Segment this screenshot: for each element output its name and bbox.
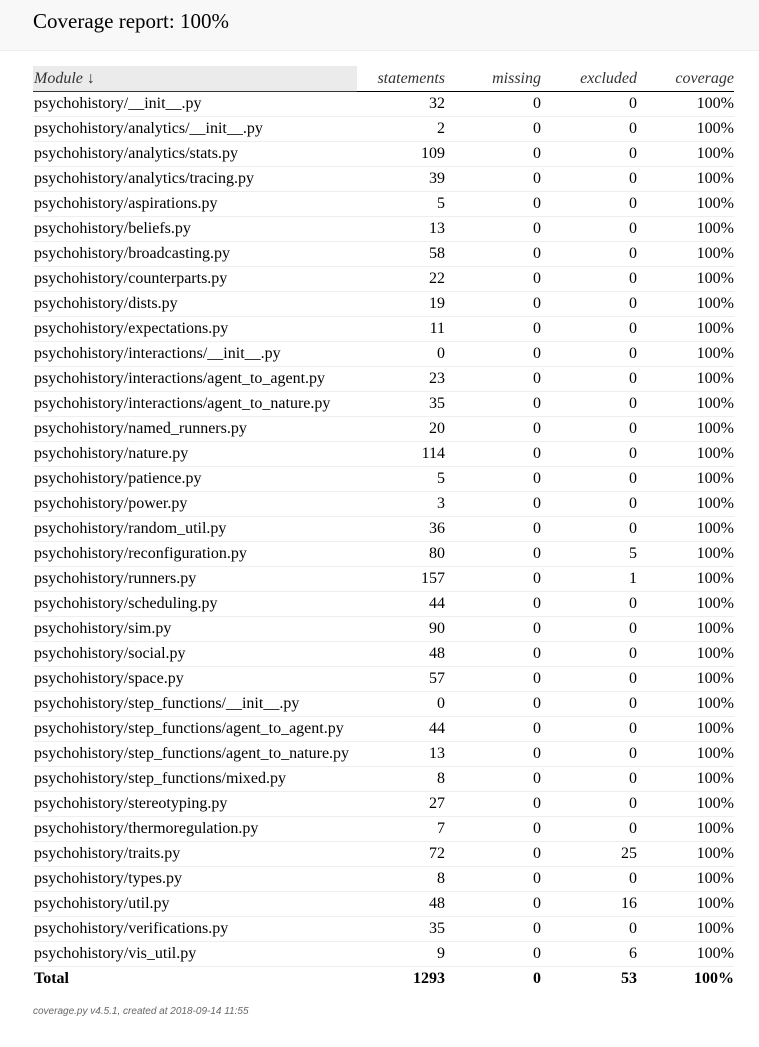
- module-link[interactable]: psychohistory/stereotyping.py: [33, 792, 357, 817]
- total-missing: 0: [533, 970, 541, 987]
- module-link[interactable]: psychohistory/dists.py: [33, 292, 357, 317]
- coverage-index: [33, 66, 734, 991]
- coverage-cell: 100%: [637, 192, 734, 217]
- module-link[interactable]: psychohistory/vis_util.py: [33, 942, 357, 967]
- statements-cell: 20: [357, 417, 445, 442]
- missing-cell: 0: [445, 167, 541, 192]
- module-link[interactable]: psychohistory/types.py: [33, 867, 357, 892]
- statements-cell: 35: [357, 392, 445, 417]
- missing-cell: 0: [445, 317, 541, 342]
- module-link[interactable]: psychohistory/traits.py: [33, 842, 357, 867]
- module-link[interactable]: psychohistory/step_functions/mixed.py: [33, 767, 357, 792]
- coverage-cell: 100%: [637, 292, 734, 317]
- missing-cell: 0: [445, 767, 541, 792]
- table-row: [33, 592, 734, 617]
- module-link[interactable]: psychohistory/random_util.py: [33, 517, 357, 542]
- excluded-cell: 0: [541, 217, 637, 242]
- module-link[interactable]: psychohistory/aspirations.py: [33, 192, 357, 217]
- statements-cell: 22: [357, 267, 445, 292]
- missing-cell: 0: [445, 717, 541, 742]
- coverage-cell: 100%: [637, 842, 734, 867]
- coverage-cell: 100%: [637, 942, 734, 967]
- statements-cell: 48: [357, 892, 445, 917]
- missing-cell: 0: [445, 567, 541, 592]
- footer: [33, 1006, 249, 1017]
- module-link[interactable]: psychohistory/analytics/tracing.py: [33, 167, 357, 192]
- missing-cell: 0: [445, 892, 541, 917]
- table-row: [33, 692, 734, 717]
- coverage-cell: 100%: [637, 767, 734, 792]
- table-row: [33, 492, 734, 517]
- statements-cell: 80: [357, 542, 445, 567]
- excluded-cell: 0: [541, 417, 637, 442]
- excluded-cell: 0: [541, 617, 637, 642]
- excluded-cell: 1: [541, 567, 637, 592]
- excluded-cell: 0: [541, 92, 637, 117]
- coverage-cell: 100%: [637, 117, 734, 142]
- coverage-cell: 100%: [637, 892, 734, 917]
- page-title: Coverage report: 100%: [33, 9, 229, 33]
- module-link[interactable]: psychohistory/space.py: [33, 667, 357, 692]
- missing-cell: 0: [445, 867, 541, 892]
- column-header-statements[interactable]: statements: [357, 66, 445, 92]
- module-link[interactable]: psychohistory/social.py: [33, 642, 357, 667]
- coverage-cell: 100%: [637, 692, 734, 717]
- module-link[interactable]: psychohistory/beliefs.py: [33, 217, 357, 242]
- module-link[interactable]: psychohistory/interactions/agent_to_agent.py: [33, 367, 357, 392]
- module-link[interactable]: psychohistory/analytics/__init__.py: [33, 117, 357, 142]
- missing-cell: 0: [445, 942, 541, 967]
- statements-cell: 48: [357, 642, 445, 667]
- excluded-cell: 0: [541, 167, 637, 192]
- coverage-cell: 100%: [637, 742, 734, 767]
- statements-cell: 72: [357, 842, 445, 867]
- excluded-cell: 0: [541, 867, 637, 892]
- table-row: [33, 117, 734, 142]
- coverage-cell: 100%: [637, 542, 734, 567]
- coverage-table: [33, 66, 734, 991]
- table-row: [33, 417, 734, 442]
- excluded-cell: 0: [541, 792, 637, 817]
- table-row: [33, 767, 734, 792]
- column-header-excluded[interactable]: excluded: [541, 66, 637, 92]
- missing-cell: 0: [445, 692, 541, 717]
- statements-cell: 58: [357, 242, 445, 267]
- coverage-cell: 100%: [637, 442, 734, 467]
- module-link[interactable]: psychohistory/named_runners.py: [33, 417, 357, 442]
- excluded-cell: 0: [541, 817, 637, 842]
- table-row: [33, 942, 734, 967]
- statements-cell: 39: [357, 167, 445, 192]
- coverage-cell: 100%: [637, 617, 734, 642]
- table-row: [33, 917, 734, 942]
- statements-cell: 44: [357, 717, 445, 742]
- table-row: [33, 867, 734, 892]
- table-row: [33, 892, 734, 917]
- table-row: [33, 442, 734, 467]
- excluded-cell: 0: [541, 292, 637, 317]
- excluded-cell: 6: [541, 942, 637, 967]
- table-header-row: [33, 66, 734, 92]
- statements-cell: 8: [357, 767, 445, 792]
- module-link[interactable]: psychohistory/__init__.py: [33, 92, 357, 117]
- total-statements: 1293: [413, 970, 445, 987]
- excluded-cell: 0: [541, 192, 637, 217]
- excluded-cell: 0: [541, 317, 637, 342]
- excluded-cell: 0: [541, 267, 637, 292]
- excluded-cell: 0: [541, 142, 637, 167]
- table-row: [33, 842, 734, 867]
- coverage-cell: 100%: [637, 917, 734, 942]
- statements-cell: 0: [357, 692, 445, 717]
- missing-cell: 0: [445, 592, 541, 617]
- footer-text: coverage.py v4.5.1, created at 2018-09-14 11:55: [33, 1006, 249, 1017]
- module-link[interactable]: psychohistory/util.py: [33, 892, 357, 917]
- missing-cell: 0: [445, 792, 541, 817]
- table-row: [33, 292, 734, 317]
- excluded-cell: 0: [541, 717, 637, 742]
- coverage-cell: 100%: [637, 492, 734, 517]
- excluded-cell: 0: [541, 742, 637, 767]
- missing-cell: 0: [445, 367, 541, 392]
- module-link[interactable]: psychohistory/broadcasting.py: [33, 242, 357, 267]
- missing-cell: 0: [445, 667, 541, 692]
- missing-cell: 0: [445, 417, 541, 442]
- statements-cell: 90: [357, 617, 445, 642]
- table-row: [33, 817, 734, 842]
- excluded-cell: 5: [541, 542, 637, 567]
- statements-cell: 157: [357, 567, 445, 592]
- statements-cell: 23: [357, 367, 445, 392]
- total-label: Total: [34, 970, 69, 987]
- table-row: [33, 192, 734, 217]
- coverage-cell: 100%: [637, 792, 734, 817]
- missing-cell: 0: [445, 617, 541, 642]
- excluded-cell: 0: [541, 767, 637, 792]
- module-link[interactable]: psychohistory/scheduling.py: [33, 592, 357, 617]
- total-coverage: 100%: [694, 970, 734, 987]
- module-link[interactable]: psychohistory/expectations.py: [33, 317, 357, 342]
- missing-cell: 0: [445, 917, 541, 942]
- statements-cell: 2: [357, 117, 445, 142]
- module-link[interactable]: psychohistory/counterparts.py: [33, 267, 357, 292]
- statements-cell: 5: [357, 192, 445, 217]
- statements-cell: 0: [357, 342, 445, 367]
- excluded-cell: 0: [541, 117, 637, 142]
- module-link[interactable]: psychohistory/interactions/__init__.py: [33, 342, 357, 367]
- total-row: [33, 967, 734, 992]
- module-link[interactable]: psychohistory/power.py: [33, 492, 357, 517]
- table-row: [33, 217, 734, 242]
- total-excluded: 53: [621, 970, 637, 987]
- statements-cell: 32: [357, 92, 445, 117]
- statements-cell: 109: [357, 142, 445, 167]
- table-body: [33, 92, 734, 967]
- statements-cell: 3: [357, 492, 445, 517]
- coverage-cell: 100%: [637, 92, 734, 117]
- coverage-cell: 100%: [637, 342, 734, 367]
- missing-cell: 0: [445, 817, 541, 842]
- table-row: [33, 542, 734, 567]
- missing-cell: 0: [445, 642, 541, 667]
- column-header-coverage[interactable]: coverage: [637, 66, 734, 92]
- table-row: [33, 792, 734, 817]
- missing-cell: 0: [445, 742, 541, 767]
- statements-cell: 27: [357, 792, 445, 817]
- module-link[interactable]: psychohistory/patience.py: [33, 467, 357, 492]
- excluded-cell: 0: [541, 242, 637, 267]
- statements-cell: 8: [357, 867, 445, 892]
- module-link[interactable]: psychohistory/step_functions/agent_to_agent.py: [33, 717, 357, 742]
- table-row: [33, 567, 734, 592]
- table-row: [33, 392, 734, 417]
- missing-cell: 0: [445, 292, 541, 317]
- module-link[interactable]: psychohistory/thermoregulation.py: [33, 817, 357, 842]
- excluded-cell: 0: [541, 342, 637, 367]
- missing-cell: 0: [445, 117, 541, 142]
- coverage-cell: 100%: [637, 667, 734, 692]
- excluded-cell: 16: [541, 892, 637, 917]
- statements-cell: 57: [357, 667, 445, 692]
- statements-cell: 36: [357, 517, 445, 542]
- missing-cell: 0: [445, 267, 541, 292]
- coverage-cell: 100%: [637, 817, 734, 842]
- excluded-cell: 0: [541, 467, 637, 492]
- excluded-cell: 0: [541, 517, 637, 542]
- statements-cell: 13: [357, 742, 445, 767]
- header: [0, 0, 759, 51]
- coverage-cell: 100%: [637, 717, 734, 742]
- table-row: [33, 642, 734, 667]
- coverage-cell: 100%: [637, 517, 734, 542]
- missing-cell: 0: [445, 192, 541, 217]
- statements-cell: 19: [357, 292, 445, 317]
- coverage-cell: 100%: [637, 242, 734, 267]
- missing-cell: 0: [445, 492, 541, 517]
- excluded-cell: 0: [541, 392, 637, 417]
- table-row: [33, 267, 734, 292]
- excluded-cell: 0: [541, 917, 637, 942]
- statements-cell: 11: [357, 317, 445, 342]
- table-row: [33, 142, 734, 167]
- missing-cell: 0: [445, 142, 541, 167]
- coverage-cell: 100%: [637, 367, 734, 392]
- statements-cell: 44: [357, 592, 445, 617]
- excluded-cell: 0: [541, 592, 637, 617]
- table-row: [33, 342, 734, 367]
- statements-cell: 9: [357, 942, 445, 967]
- missing-cell: 0: [445, 542, 541, 567]
- excluded-cell: 0: [541, 642, 637, 667]
- table-row: [33, 167, 734, 192]
- column-header-missing[interactable]: missing: [445, 66, 541, 92]
- excluded-cell: 0: [541, 692, 637, 717]
- column-header-module[interactable]: Module ↓: [33, 66, 357, 92]
- coverage-cell: 100%: [637, 317, 734, 342]
- module-link[interactable]: psychohistory/runners.py: [33, 567, 357, 592]
- table-row: [33, 467, 734, 492]
- table-row: [33, 92, 734, 117]
- table-row: [33, 367, 734, 392]
- coverage-cell: 100%: [637, 392, 734, 417]
- table-row: [33, 317, 734, 342]
- table-row: [33, 742, 734, 767]
- missing-cell: 0: [445, 517, 541, 542]
- missing-cell: 0: [445, 442, 541, 467]
- missing-cell: 0: [445, 242, 541, 267]
- missing-cell: 0: [445, 467, 541, 492]
- coverage-cell: 100%: [637, 567, 734, 592]
- table-row: [33, 517, 734, 542]
- excluded-cell: 25: [541, 842, 637, 867]
- module-link[interactable]: psychohistory/step_functions/__init__.py: [33, 692, 357, 717]
- module-link[interactable]: psychohistory/step_functions/agent_to_nature.py: [33, 742, 357, 767]
- module-link[interactable]: psychohistory/reconfiguration.py: [33, 542, 357, 567]
- coverage-cell: 100%: [637, 167, 734, 192]
- statements-cell: 5: [357, 467, 445, 492]
- table-row: [33, 717, 734, 742]
- excluded-cell: 0: [541, 492, 637, 517]
- coverage-cell: 100%: [637, 467, 734, 492]
- excluded-cell: 0: [541, 367, 637, 392]
- module-link[interactable]: psychohistory/interactions/agent_to_nature.py: [33, 392, 357, 417]
- statements-cell: 35: [357, 917, 445, 942]
- coverage-cell: 100%: [637, 642, 734, 667]
- missing-cell: 0: [445, 92, 541, 117]
- missing-cell: 0: [445, 842, 541, 867]
- missing-cell: 0: [445, 392, 541, 417]
- module-link[interactable]: psychohistory/sim.py: [33, 617, 357, 642]
- coverage-cell: 100%: [637, 867, 734, 892]
- coverage-cell: 100%: [637, 142, 734, 167]
- module-link[interactable]: psychohistory/nature.py: [33, 442, 357, 467]
- statements-cell: 114: [357, 442, 445, 467]
- statements-cell: 7: [357, 817, 445, 842]
- coverage-cell: 100%: [637, 592, 734, 617]
- coverage-cell: 100%: [637, 267, 734, 292]
- missing-cell: 0: [445, 342, 541, 367]
- table-row: [33, 667, 734, 692]
- coverage-cell: 100%: [637, 217, 734, 242]
- excluded-cell: 0: [541, 442, 637, 467]
- module-link[interactable]: psychohistory/verifications.py: [33, 917, 357, 942]
- module-link[interactable]: psychohistory/analytics/stats.py: [33, 142, 357, 167]
- table-row: [33, 242, 734, 267]
- coverage-cell: 100%: [637, 417, 734, 442]
- statements-cell: 13: [357, 217, 445, 242]
- excluded-cell: 0: [541, 667, 637, 692]
- table-row: [33, 617, 734, 642]
- missing-cell: 0: [445, 217, 541, 242]
